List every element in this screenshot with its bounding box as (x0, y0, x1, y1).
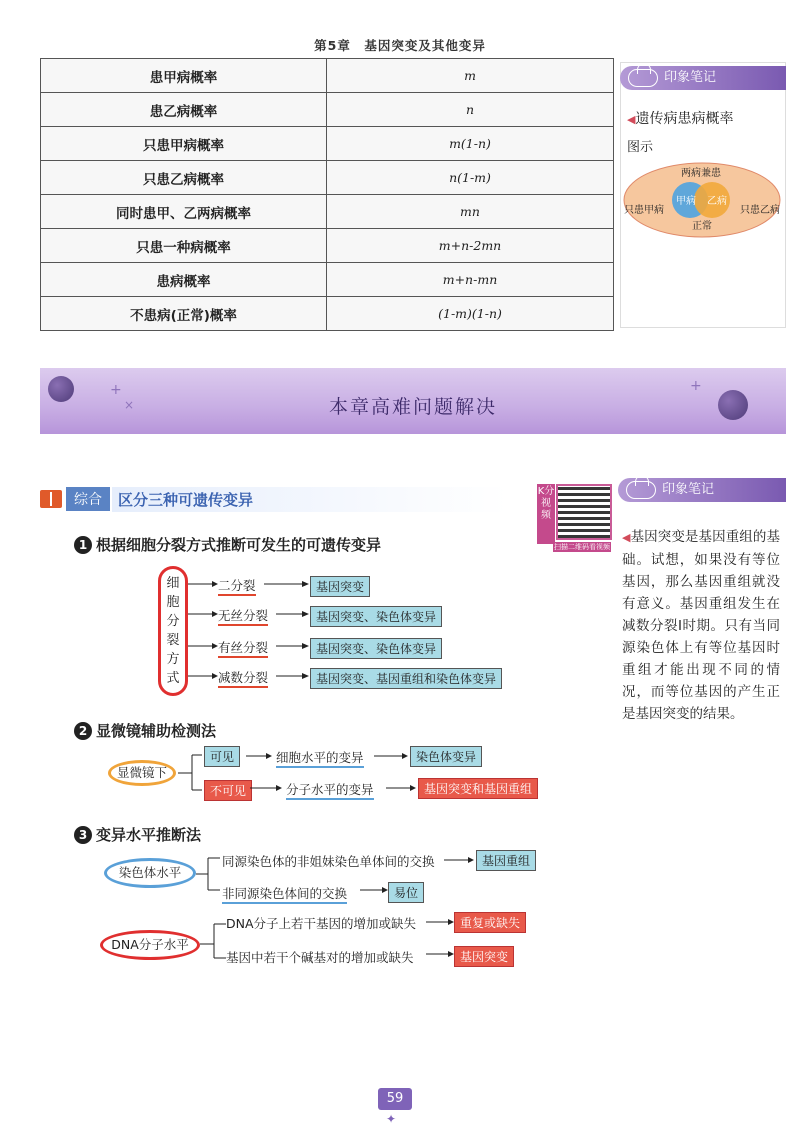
cross-icon: × (124, 398, 135, 412)
note-body: 基因突变是基因重组的基础。试想，如果没有等位基因，那么基因重组就没有意义。基因重组发生在减数分裂Ⅰ时期。只有当同源染色体上有等位基因时重组才能出现不同的情况，而等位基因的产生正是基因突变的结果。 (622, 529, 780, 722)
triangle-icon: ◀ (622, 531, 631, 544)
visible-tag: 可见 (204, 746, 240, 767)
section-heading (40, 488, 508, 510)
invisible-tag: 不可见 (204, 780, 252, 801)
venn-diagram (622, 160, 782, 238)
dna-change-desc: 基因中若干个碱基对的增加或缺失 (226, 950, 414, 965)
row-formula: mn (327, 195, 614, 229)
qr-code-icon[interactable] (556, 484, 612, 540)
part3-bracket-chrom (194, 852, 224, 896)
number-badge: 1 (74, 536, 92, 554)
row-formula: m+n-mn (327, 263, 614, 297)
book-icon (40, 490, 62, 508)
plus-icon: + (110, 382, 122, 398)
table-row (41, 59, 614, 93)
video-label: K分视频 (537, 484, 555, 544)
banner-title: 本章高难问题解决 (328, 396, 497, 418)
row-label: 不患病(正常)概率 (41, 297, 327, 331)
exchange-desc: 同源染色体的非姐妹染色单体间的交换 (222, 854, 435, 869)
cloud-icon (628, 69, 658, 87)
visible-result: 染色体变异 (410, 746, 482, 767)
division-mode: 二分裂 (218, 576, 256, 596)
table-row (41, 127, 614, 161)
part3-heading (74, 824, 201, 845)
part3-bracket-dna (198, 918, 228, 966)
chrom-result: 易位 (388, 882, 424, 903)
row-formula: n(1-m) (327, 161, 614, 195)
table-row (41, 93, 614, 127)
row-label: 患乙病概率 (41, 93, 327, 127)
dna-result: 基因突变 (454, 946, 514, 967)
note-header (620, 66, 786, 90)
chromosome-level-oval: 染色体水平 (104, 858, 196, 888)
venn-label-only-b: 只患乙病 (740, 205, 780, 216)
venn-label-normal: 正常 (692, 221, 712, 232)
variation-result: 基因突变、基因重组和染色体变异 (310, 668, 502, 689)
dna-level-oval: DNA分子水平 (100, 930, 200, 960)
chapter-header: 第5章 基因突变及其他变异 (314, 38, 486, 53)
venn-label-a: 甲病 (676, 196, 696, 207)
row-label: 患病概率 (41, 263, 327, 297)
row-label: 只患一种病概率 (41, 229, 327, 263)
note-title (627, 108, 733, 128)
oval-label: 细胞分裂方式 (166, 576, 180, 686)
variation-result: 基因突变 (310, 576, 370, 597)
part3-title: 变异水平推断法 (96, 826, 202, 844)
row-formula: m+n-2mn (327, 229, 614, 263)
table-row (41, 161, 614, 195)
molecular-level-label: 分子水平的变异 (286, 780, 374, 800)
cloud-icon (626, 481, 656, 499)
venn-label-both: 两病兼患 (681, 168, 721, 179)
table-row (41, 297, 614, 331)
division-mode: 无丝分裂 (218, 606, 268, 626)
section-tag: 综合 (66, 487, 110, 511)
part2-heading (74, 720, 216, 741)
note-header-label: 印象笔记 (662, 482, 715, 497)
part1-title: 根据细胞分裂方式推断可发生的可遗传变异 (96, 536, 382, 554)
row-formula: m (327, 59, 614, 93)
part1-heading (74, 534, 381, 555)
part1-result-arrows (262, 570, 312, 690)
note-title-text: 遗传病患病概率 (635, 111, 734, 127)
note-header (618, 478, 786, 502)
row-formula: n (327, 93, 614, 127)
table-row (41, 195, 614, 229)
bird-icon: ✦ (386, 1112, 397, 1126)
exchange-desc: 非同源染色体间的交换 (222, 884, 347, 904)
number-badge: 3 (74, 826, 92, 844)
triangle-icon: ◀ (627, 113, 636, 126)
row-label: 只患乙病概率 (41, 161, 327, 195)
page-number: 59 (378, 1088, 412, 1110)
part2-title: 显微镜辅助检测法 (96, 722, 217, 740)
note-subtitle: 图示 (627, 140, 654, 155)
probability-table (40, 58, 614, 331)
venn-label-only-a: 只患甲病 (624, 205, 664, 216)
invisible-result: 基因突变和基因重组 (418, 778, 538, 799)
dna-result: 重复或缺失 (454, 912, 526, 933)
plus-icon: + (690, 378, 702, 394)
section-title: 区分三种可遗传变异 (112, 487, 508, 512)
row-label: 同时患甲、乙两病概率 (41, 195, 327, 229)
dna-change-desc: DNA分子上若干基因的增加或缺失 (226, 916, 417, 931)
chrom-result: 基因重组 (476, 850, 536, 871)
table-row (41, 263, 614, 297)
row-label: 只患甲病概率 (41, 127, 327, 161)
venn-label-b: 乙病 (707, 196, 727, 207)
variation-result: 基因突变、染色体变异 (310, 606, 442, 627)
qr-caption: 扫描二维码看视频 (554, 543, 610, 551)
row-formula: (1-m)(1-n) (327, 297, 614, 331)
table-row (41, 229, 614, 263)
division-mode: 有丝分裂 (218, 638, 268, 658)
row-label: 患甲病概率 (41, 59, 327, 93)
number-badge: 2 (74, 722, 92, 740)
note-text (622, 526, 780, 725)
microscope-oval: 显微镜下 (108, 760, 176, 786)
division-mode: 减数分裂 (218, 668, 268, 688)
row-formula: m(1-n) (327, 127, 614, 161)
cell-level-label: 细胞水平的变异 (276, 748, 364, 768)
note-header-label: 印象笔记 (664, 70, 717, 85)
variation-result: 基因突变、染色体变异 (310, 638, 442, 659)
